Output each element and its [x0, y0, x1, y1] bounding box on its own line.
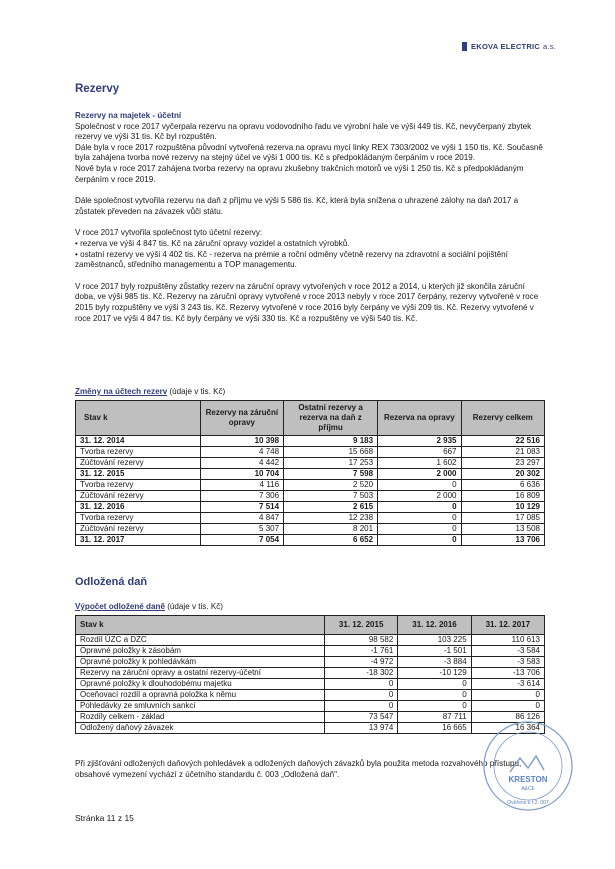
table-cell: 4 847	[200, 513, 283, 524]
paragraph: Dále byla v roce 2017 rozpuštěna původní vytvořená rezerva na opravu mycí linky REX 7303/2002 ve výši 1 150 tis. Kč. Současně byla zahájena tvorba nové rezervy na stejný účel ve výši 1 000 tis. Kč s předpokládaným čerpáním v roce 2019.	[75, 142, 543, 163]
table-cell: 23 297	[461, 458, 544, 469]
table2-caption-title: Výpočet odložené daně	[75, 602, 165, 611]
table-cell: 0	[325, 701, 398, 712]
table-cell: 2 615	[284, 502, 378, 513]
table-cell: 0	[325, 690, 398, 701]
table-header-row	[76, 616, 545, 635]
table-cell: 110 613	[471, 635, 544, 646]
table-cell: -4 972	[325, 657, 398, 668]
table-cell: 2 520	[284, 480, 378, 491]
column-header: Rezerva na opravy	[378, 401, 461, 436]
paragraph: Nově byla v roce 2017 zahájena tvorba rezervy na opravu zkušebny trakčních motorů ve výši 1 250 tis. Kč s předpokládaným čerpáním v roce 2019.	[75, 163, 524, 184]
table-cell: 0	[398, 679, 471, 690]
row-label: Rozdíl ÚZC a DZC	[76, 635, 325, 646]
column-header: Stav k	[76, 401, 201, 436]
column-header: Stav k	[76, 616, 325, 635]
paragraph: V roce 2017 byly rozpuštěny zůstatky rezerv na záruční opravy vytvořených v roce 2012 a 2014, u kterých již skončila záruční doba, ve výši 985 tis. Kč. Rezervy na záruční opravy vytvořené v roce 2013 nebyly v roce 2017 čerpány, rezervy vytvořené v roce 2015 byly rozpuštěny ve výši 3 243 tis. Kč. Rezervy vytvořené v roce 2016 byly čerpány ve výši 209 tis. Kč. Rezervy vytvořené v roce 2017 ve výši 4 847 tis. Kč byly čerpány ve výši 330 tis. Kč a rozpuštěny ve výši 540 tis. Kč.	[75, 281, 539, 323]
table-cell: 16 665	[398, 723, 471, 734]
table2-caption	[75, 602, 223, 611]
deferred-tax-table	[75, 615, 545, 734]
table-cell: 10 129	[461, 502, 544, 513]
row-label: Oceňovací rozdíl a opravná položka k němu	[76, 690, 325, 701]
table-row	[76, 723, 545, 734]
table-row	[76, 524, 545, 535]
table-cell: -1 761	[325, 646, 398, 657]
row-label: Opravné položky k pohledávkám	[76, 657, 325, 668]
row-label: Tvorba rezervy	[76, 480, 201, 491]
section-title-odlozena-dan: Odložená daň	[75, 576, 148, 588]
auditor-stamp	[480, 718, 576, 814]
row-label: Tvorba rezervy	[76, 447, 201, 458]
table-cell: 15 668	[284, 447, 378, 458]
row-label: Opravné položky k dlouhodobému majetku	[76, 679, 325, 690]
table-cell: 5 307	[200, 524, 283, 535]
bullet-item: • ostatní rezervy ve výši 4 402 tis. Kč - rezerva na prémie a roční odměny včetně rezervy na zdravotní a sociální pojištění zaměstnanců, středního managementu a TOP managementu.	[75, 250, 545, 271]
bullet-item: • rezerva ve výši 4 847 tis. Kč na záruční opravy vozidel a ostatních výrobků.	[75, 239, 545, 250]
table-cell: 4 442	[200, 458, 283, 469]
table-row	[76, 690, 545, 701]
table-cell: 73 547	[325, 712, 398, 723]
column-header: 31. 12. 2016	[398, 616, 471, 635]
row-label: Zúčtování rezervy	[76, 491, 201, 502]
subheading-majetek: Rezervy na majetek - účetní	[75, 111, 182, 120]
table1-caption-unit: (údaje v tis. Kč)	[167, 387, 226, 396]
table-row	[76, 712, 545, 723]
table-row	[76, 469, 545, 480]
table-cell: 0	[378, 535, 461, 546]
table-cell: 0	[471, 690, 544, 701]
table-cell: 9 183	[284, 436, 378, 447]
page-number: Stránka 11 z 15	[75, 813, 134, 823]
table-cell: 22 516	[461, 436, 544, 447]
table-cell: 0	[398, 701, 471, 712]
column-header: Ostatní rezervy a rezerva na daň z příjmu	[284, 401, 378, 436]
table-row	[76, 502, 545, 513]
table-cell: 4 116	[200, 480, 283, 491]
row-label: Rozdíly celkem - základ	[76, 712, 325, 723]
table-row	[76, 701, 545, 712]
column-header: Rezervy na záruční opravy	[200, 401, 283, 436]
table-row	[76, 668, 545, 679]
table-cell: 1 602	[378, 458, 461, 469]
table-cell: 21 083	[461, 447, 544, 458]
table-cell: 0	[378, 524, 461, 535]
table-row	[76, 657, 545, 668]
table-row	[76, 513, 545, 524]
table-cell: 0	[471, 701, 544, 712]
row-label: Tvorba rezervy	[76, 513, 201, 524]
section-rezervy-text	[75, 111, 545, 324]
paragraph: V roce 2017 vytvořila společnost tyto účetní rezervy:	[75, 228, 263, 238]
row-label: 31. 12. 2015	[76, 469, 201, 480]
table-row	[76, 535, 545, 546]
row-label: Zúčtování rezervy	[76, 458, 201, 469]
table-cell: 2 000	[378, 491, 461, 502]
table-cell: 98 582	[325, 635, 398, 646]
row-label: 31. 12. 2016	[76, 502, 201, 513]
table-cell: -1 501	[398, 646, 471, 657]
table-cell: -18 302	[325, 668, 398, 679]
table-cell: 7 306	[200, 491, 283, 502]
stamp-note: Ověřeno k ř.2. 007	[507, 800, 549, 806]
table-cell: -3 584	[471, 646, 544, 657]
column-header: Rezervy celkem	[461, 401, 544, 436]
paragraph: Společnost v roce 2017 vyčerpala rezervu na opravu vodovodního řadu ve výrobní hale ve výši 449 tis. Kč, nevyčerpaný zbytek rezervy ve výši 31 tis. Kč byl rozpuštěn.	[75, 121, 532, 142]
table-row	[76, 635, 545, 646]
page-title: Rezervy	[75, 83, 120, 95]
table-cell: 0	[378, 502, 461, 513]
column-header: 31. 12. 2017	[471, 616, 544, 635]
table-row	[76, 491, 545, 502]
table-cell: 7 054	[200, 535, 283, 546]
table1-caption-title: Změny na účtech rezerv	[75, 387, 168, 396]
table-cell: -13 706	[471, 668, 544, 679]
table-row	[76, 646, 545, 657]
table-cell: 103 225	[398, 635, 471, 646]
table-cell: 17 085	[461, 513, 544, 524]
table-cell: 7 503	[284, 491, 378, 502]
reserves-changes-table	[75, 400, 545, 546]
table-cell: 2 935	[378, 436, 461, 447]
table-row	[76, 480, 545, 491]
table-cell: 17 253	[284, 458, 378, 469]
table-cell: 13 974	[325, 723, 398, 734]
table-row	[76, 458, 545, 469]
table-cell: -3 884	[398, 657, 471, 668]
row-label: Pohledávky ze smluvních sankcí	[76, 701, 325, 712]
table2-caption-unit: (údaje v tis. Kč)	[164, 602, 223, 611]
table-cell: 13 508	[461, 524, 544, 535]
table-cell: 0	[398, 690, 471, 701]
table-cell: 16 809	[461, 491, 544, 502]
row-label: Opravné položky k zásobám	[76, 646, 325, 657]
logo-suffix: a.s.	[543, 42, 557, 51]
table-cell: 667	[378, 447, 461, 458]
table-cell: -10 129	[398, 668, 471, 679]
table-cell: -3 583	[471, 657, 544, 668]
table-cell: 0	[378, 480, 461, 491]
table-cell: 0	[325, 679, 398, 690]
table-cell: -3 614	[471, 679, 544, 690]
table-cell: 0	[378, 513, 461, 524]
table-cell: 8 201	[284, 524, 378, 535]
paragraph: Dále společnost vytvořila rezervu na daň z příjmu ve výši 5 586 tis. Kč, která byla snížena o uhrazené zálohy na daň 2017 a zůstatek převeden na závazek vůči státu.	[75, 196, 519, 216]
paragraph: Při zjišťování odložených daňových pohledávek a odložených daňových závazků byla použita metoda rozvahového přístupu, obsahové vymezení vychází z účetního standardu č. 003 „Odložená daň".	[75, 759, 522, 779]
table-cell: 7 514	[200, 502, 283, 513]
table-cell: 2 000	[378, 469, 461, 480]
table-cell: 87 711	[398, 712, 471, 723]
table-cell: 20 302	[461, 469, 544, 480]
table-cell: 10 704	[200, 469, 283, 480]
table-cell: 13 706	[461, 535, 544, 546]
table-row	[76, 447, 545, 458]
table-cell: 7 598	[284, 469, 378, 480]
table-cell: 6 636	[461, 480, 544, 491]
logo-mark-icon	[462, 42, 467, 51]
table-cell: 10 398	[200, 436, 283, 447]
closing-paragraph	[75, 759, 545, 780]
logo-text: EKOVA ELECTRIC	[471, 42, 541, 51]
table-cell: 16 364	[471, 723, 544, 734]
row-label: Zúčtování rezervy	[76, 524, 201, 535]
company-logo	[462, 42, 556, 51]
stamp-text: KRESTON	[508, 775, 548, 784]
table-cell: 6 652	[284, 535, 378, 546]
table-cell: 12 238	[284, 513, 378, 524]
table-cell: 4 748	[200, 447, 283, 458]
table-header-row	[76, 401, 545, 436]
table-row	[76, 436, 545, 447]
table-row	[76, 679, 545, 690]
row-label: 31. 12. 2017	[76, 535, 201, 546]
row-label: Odložený daňový závazek	[76, 723, 325, 734]
row-label: Rezervy na záruční opravy a ostatní rezervy-účetní	[76, 668, 325, 679]
table-cell: 86 126	[471, 712, 544, 723]
row-label: 31. 12. 2014	[76, 436, 201, 447]
stamp-sub: A&CE	[521, 786, 535, 792]
table1-caption	[75, 387, 225, 396]
column-header: 31. 12. 2015	[325, 616, 398, 635]
